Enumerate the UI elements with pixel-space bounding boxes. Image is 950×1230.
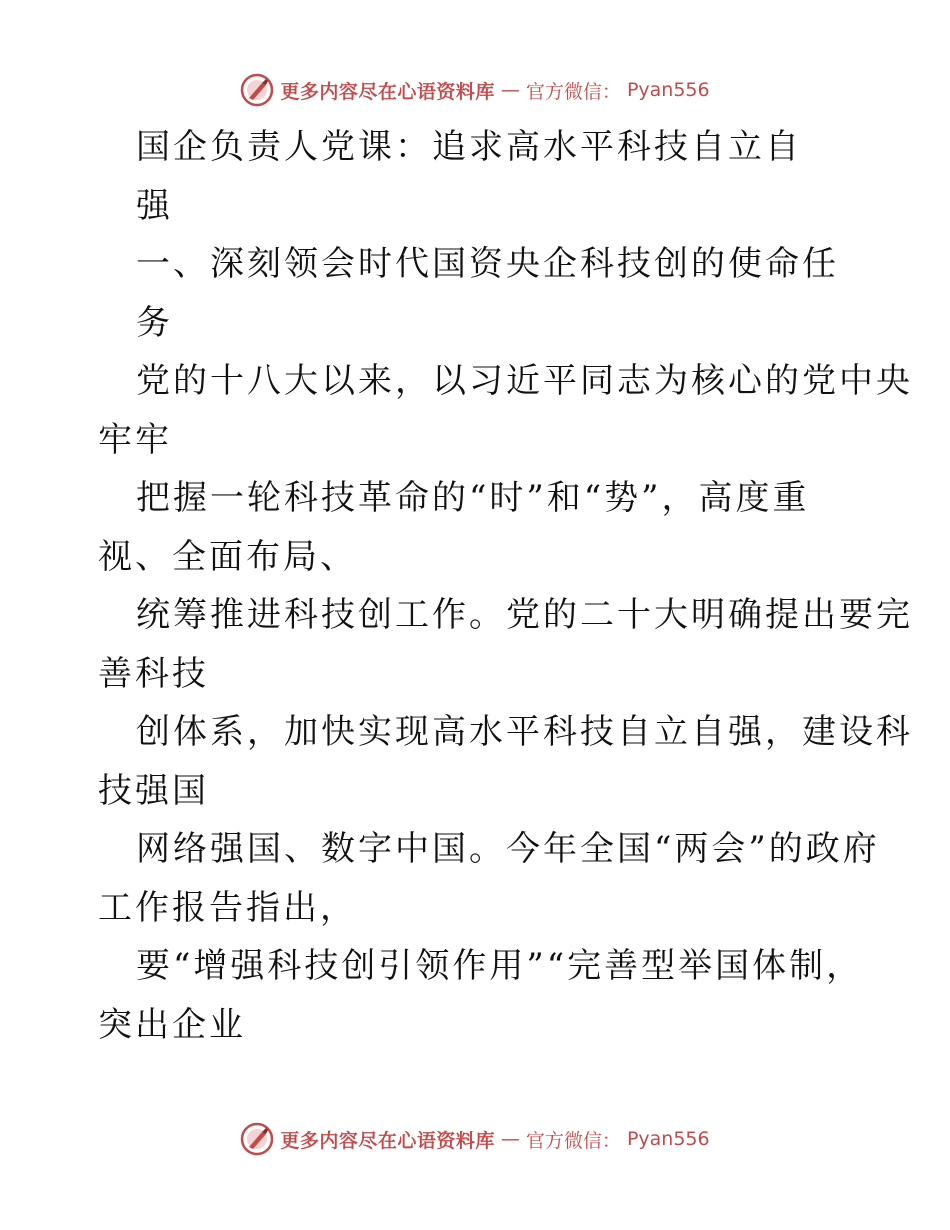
section-heading-line-2: 务 [136, 302, 173, 343]
header-banner [0, 68, 950, 112]
paragraph-line: 牢牢 [98, 419, 172, 460]
paragraph-line: 创体系，加快实现高水平科技自立自强，建设科 [136, 712, 913, 752]
pen-nib-logo-icon [240, 1122, 274, 1156]
paragraph-line: 工作报告指出， [98, 887, 357, 928]
banner-dash: — [500, 79, 520, 101]
banner-official-label: 官方微信： [525, 1129, 621, 1152]
paragraph-line: 要“增强科技创引领作用”“完善型举国体制， [136, 946, 864, 986]
banner-wechat-id: Pyan556 [626, 79, 710, 101]
document-body [98, 118, 913, 1054]
paragraph-line: 技强国 [98, 770, 209, 811]
paragraph-line: 善科技 [98, 653, 209, 694]
paragraph-line: 视、全面布局、 [98, 536, 357, 577]
banner-wechat-id: Pyan556 [626, 1128, 710, 1150]
paragraph-line: 网络强国、数字中国。今年全国“两会”的政府 [136, 829, 880, 869]
paragraph-line: 把握一轮科技革命的“时”和“势”，高度重 [136, 478, 810, 518]
banner-dash: — [500, 1128, 520, 1150]
title-line-1: 国企负责人党课：追求高水平科技自立自 [136, 127, 802, 167]
paragraph-line: 突出企业 [98, 1004, 246, 1045]
paragraph-line: 统筹推进科技创工作。党的二十大明确提出要完 [136, 595, 913, 635]
banner-text: 更多内容尽在心语资料库 [280, 1129, 495, 1152]
section-heading-line-1: 一、深刻领会时代国资央企科技创的使命任 [136, 244, 839, 284]
banner-text: 更多内容尽在心语资料库 [280, 80, 495, 103]
title-line-2: 强 [136, 185, 173, 226]
banner-official-label: 官方微信： [525, 80, 621, 103]
footer-banner [0, 1117, 950, 1161]
pen-nib-logo-icon [240, 73, 274, 107]
paragraph-line: 党的十八大以来，以习近平同志为核心的党中央 [136, 361, 913, 401]
